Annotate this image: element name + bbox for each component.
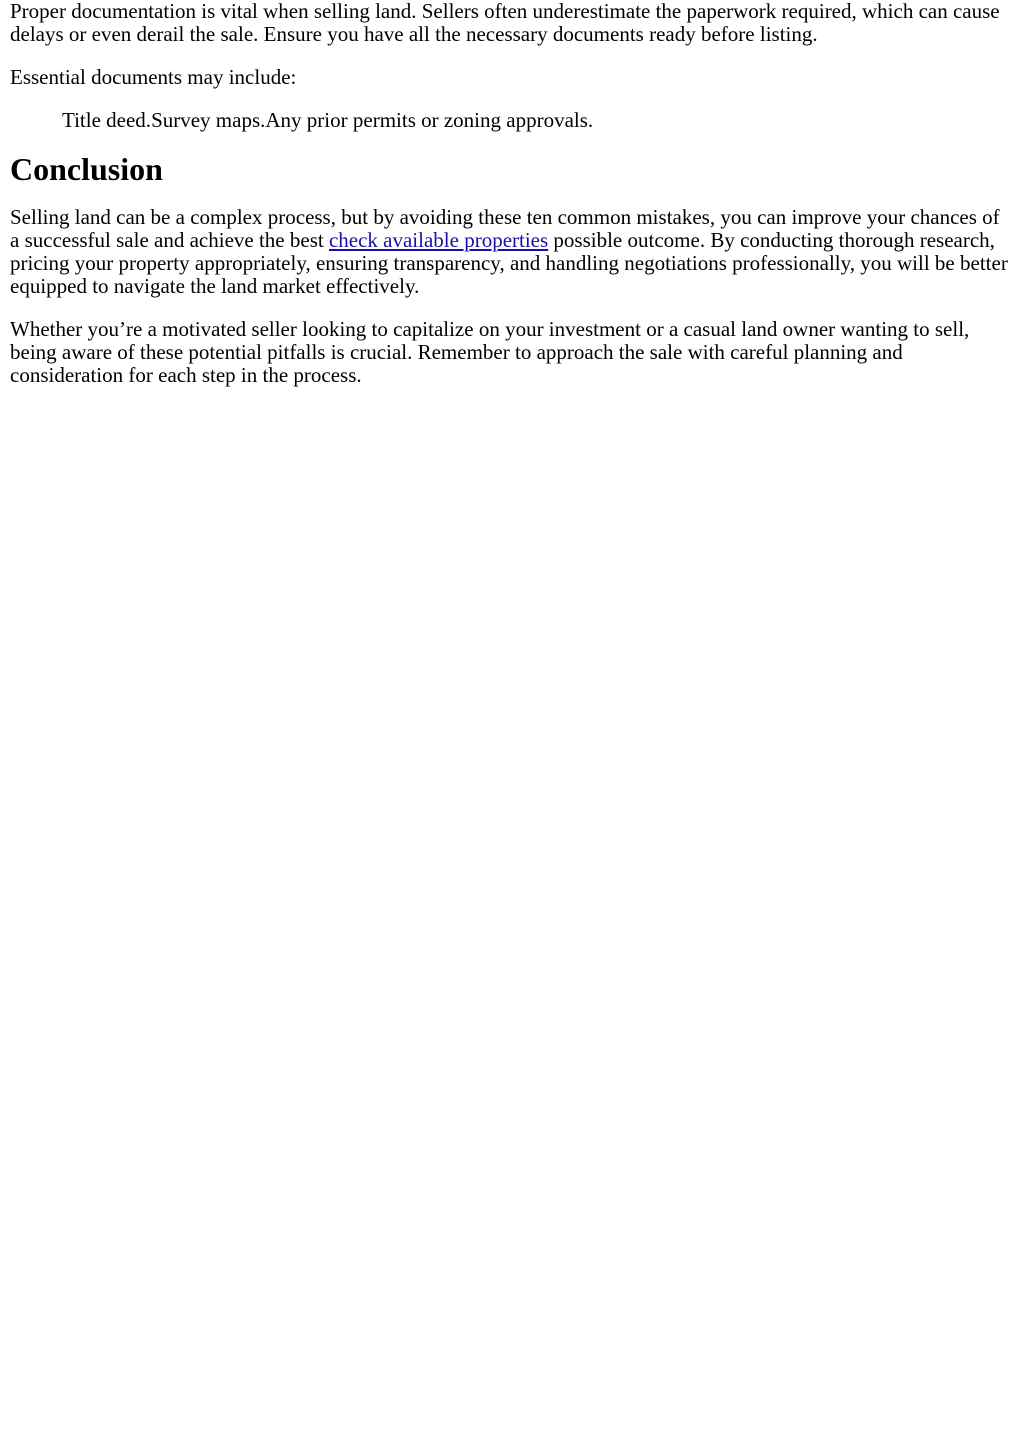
conclusion-text-after-link: possible outcome. By conducting thorough research, pricing your property appropriately, ensuring transparency, and handling negotiations professionally, you will be better equipped to navigate the land market effectively. [10,228,1008,298]
list-item: Title deed. [62,108,152,132]
conclusion-heading: Conclusion [10,151,163,187]
conclusion-text-before-link: Selling land can be a complex process, but by avoiding these ten common mistakes, you can improve your chances of a successful sale and achieve the best [10,205,1000,252]
list-item: Any prior permits or zoning approvals. [265,108,594,132]
documentation-paragraph: Proper documentation is vital when selling land. Sellers often underestimate the paperwork required, which can cause delays or even derail the sale. Ensure you have all the necessary documents ready before listing. [10,0,1000,46]
conclusion-paragraph-1 [10,206,1014,298]
essential-documents-intro: Essential documents may include: [10,65,297,89]
check-available-properties-link[interactable]: check available properties [328,228,549,252]
article-body [0,0,1024,387]
documents-list [10,109,1014,132]
list-item: Survey maps. [151,108,266,132]
conclusion-paragraph-2: Whether you’re a motivated seller looking to capitalize on your investment or a casual land owner wanting to sell, being aware of these potential pitfalls is crucial. Remember to approach the sale with careful planning and consideration for each step in the process. [10,317,970,387]
